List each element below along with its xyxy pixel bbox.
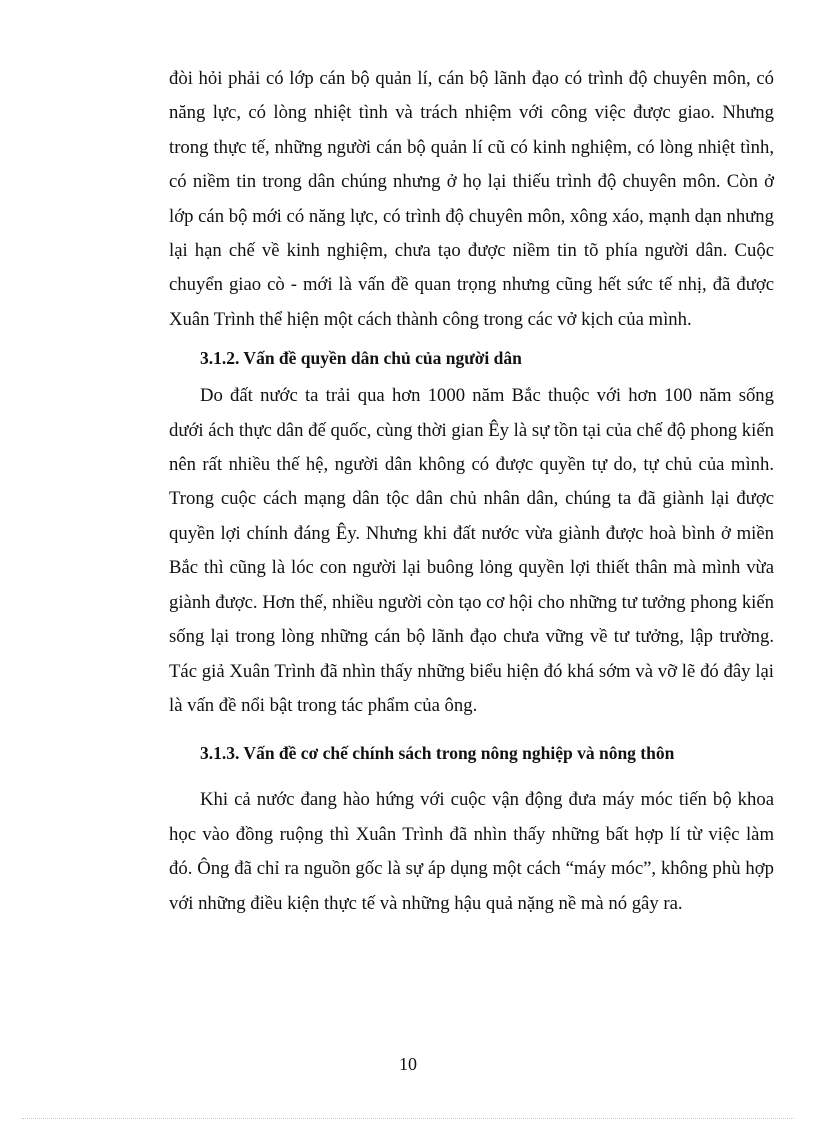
page-body: [169, 62, 774, 921]
spacer: [169, 770, 774, 783]
paragraph-agriculture-policy: Khi cả nước đang hào hứng với cuộc vận động đưa máy móc tiến bộ khoa học vào đồng ruộng thì Xuân Trình đã nhìn thấy những bất hợp lí từ việc làm đó. Ông đã chỉ ra nguồn gốc là sự áp dụng một cách “máy móc”, không phù hợp với những điều kiện thực tế và những hậu quả nặng nề mà nó gây ra.: [169, 789, 774, 914]
paragraph-democracy: Do đất nước ta trải qua hơn 1000 năm Bắc thuộc với hơn 100 năm sống dưới ách thực dân đế quốc, cùng thời gian Êy là sự tồn tại của chế độ phong kiến nên rất nhiều thế hệ, người dân không có được quyền tự do, tự chủ của mình. Trong cuộc cách mạng dân tộc dân chủ nhân dân, chúng ta đã giành lại được quyền lợi chính đáng Êy. Nhưng khi đất nước vừa giành được hoà bình ở miền Bắc thì cũng là lóc con người lại buông lỏng quyền lợi thiết thân mà mình vừa giành được. Hơn thế, nhiều người còn tạo cơ hội cho những tư tưởng phong kiến sống lại trong lòng những cán bộ lãnh đạo chưa vững về tư tưởng, lập trường. Tác giả Xuân Trình đã nhìn thấy những biểu hiện đó khá sớm và vỡ lẽ đó đây lại là vấn đề nổi bật trong tác phẩm của ông.: [169, 385, 774, 716]
section-heading-3-1-3: 3.1.3. Vấn đề cơ chế chính sách trong nông nghiệp và nông thôn: [200, 743, 675, 764]
spacer: [169, 723, 774, 736]
footer-divider: [22, 1118, 794, 1119]
page-number: 10: [399, 1054, 417, 1074]
paragraph-continuation: đòi hỏi phải có lớp cán bộ quản lí, cán bộ lãnh đạo có trình độ chuyên môn, có năng lực, có lòng nhiệt tình và trách nhiệm với công việc được giao. Nhưng trong thực tế, những người cán bộ quản lí cũ có kinh nghiệm, có lòng nhiệt tình, có niềm tin trong dân chúng nhưng ở họ lại thiếu trình độ chuyên môn. Còn ở lớp cán bộ mới có năng lực, có trình độ chuyên môn, xông xáo, mạnh dạn nhưng lại hạn chế về kinh nghiệm, chưa tạo được niềm tin tõ phía người dân. Cuộc chuyển giao cò - mới là vấn đề quan trọng nhưng cũng hết sức tế nhị, đã được Xuân Trình thể hiện một cách thành công trong các vở kịch của mình.: [169, 68, 774, 330]
section-heading-3-1-2: 3.1.2. Vấn đề quyền dân chủ của người dân: [200, 348, 522, 369]
